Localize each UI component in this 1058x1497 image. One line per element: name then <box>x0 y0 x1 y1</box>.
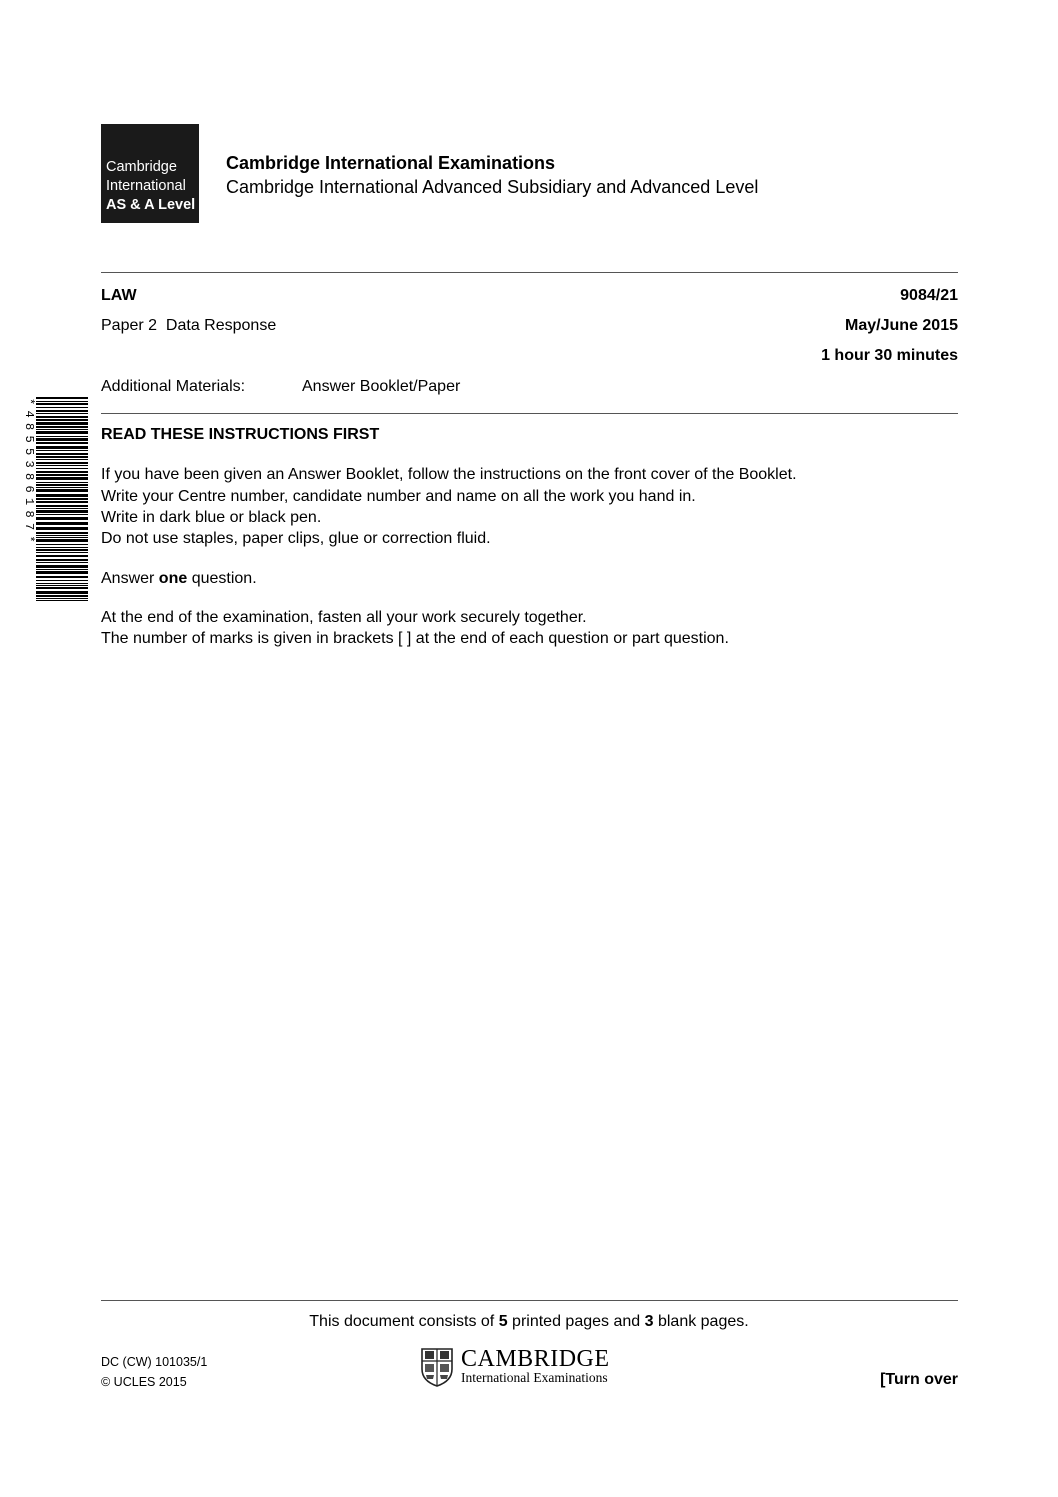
barcode-bar <box>36 498 88 500</box>
copyright: © UCLES 2015 <box>101 1375 187 1389</box>
note-middle: printed pages and <box>507 1313 645 1330</box>
barcode-bar <box>36 569 88 570</box>
barcode-bar <box>36 462 88 464</box>
document-code: DC (CW) 101035/1 <box>101 1355 208 1369</box>
barcode-bar <box>36 397 88 399</box>
barcode-bar <box>36 453 88 455</box>
barcode-bar <box>36 598 88 599</box>
barcode-bar <box>36 471 88 473</box>
barcode-bar <box>36 522 88 525</box>
barcode-bar <box>36 555 88 557</box>
blank-pages-count: 3 <box>644 1313 654 1330</box>
instruction-line: Do not use staples, paper clips, glue or correction fluid. <box>101 530 491 547</box>
top-divider <box>101 272 958 273</box>
note-prefix: This document consists of <box>309 1313 499 1330</box>
barcode-bar <box>36 474 88 476</box>
barcode-bar <box>36 547 88 548</box>
answer-count: one <box>158 570 188 587</box>
printed-pages-count: 5 <box>498 1313 508 1330</box>
barcode-bar <box>36 517 88 520</box>
barcode-number: *4855386187* <box>22 398 36 549</box>
page-count-note <box>0 1313 1058 1331</box>
instruction-line: At the end of the examination, fasten all your work securely together. <box>101 609 587 626</box>
barcode-bar <box>36 585 88 586</box>
barcode-bar <box>36 505 88 507</box>
barcode-bar <box>36 600 88 601</box>
logo-line-3: AS & A Level <box>106 197 196 213</box>
cambridge-wordmark-sub: International Examinations <box>461 1370 608 1385</box>
footer-divider <box>101 1300 958 1301</box>
barcode-bar <box>36 426 88 428</box>
barcode-bar <box>36 571 88 574</box>
barcode-bar <box>36 484 88 486</box>
paper-code: 9084/21 <box>900 287 958 304</box>
barcode-bar <box>36 468 88 469</box>
instruction-line: Write your Centre number, candidate number and name on all the work you hand in. <box>101 488 696 505</box>
materials-value: Answer Booklet/Paper <box>302 378 461 395</box>
barcode-bar <box>36 450 88 451</box>
barcode-bar <box>36 494 88 497</box>
barcode-bar <box>36 477 88 480</box>
barcode-bar <box>36 403 88 405</box>
barcode-bar <box>36 549 88 551</box>
barcode-bar <box>36 416 88 418</box>
barcode-bar <box>36 595 88 597</box>
exam-duration: 1 hour 30 minutes <box>821 347 958 364</box>
barcode-bar <box>36 465 88 466</box>
barcode-bar <box>36 576 88 578</box>
barcode-bar <box>36 442 88 444</box>
barcode-bar <box>36 508 88 509</box>
answer-suffix: question. <box>187 570 257 587</box>
logo-line-2: International <box>106 178 186 194</box>
barcode-bar <box>36 429 88 430</box>
barcode-bar <box>36 413 88 414</box>
barcode-bar <box>36 436 88 437</box>
barcode-bar <box>36 537 88 538</box>
cambridge-crest-icon <box>420 1347 454 1387</box>
barcode-bar <box>36 438 88 441</box>
cambridge-wordmark: CAMBRIDGE <box>461 1346 610 1372</box>
answer-prefix: Answer <box>101 570 159 587</box>
header-title: Cambridge International Examinations <box>226 153 556 173</box>
barcode-bar <box>36 527 88 530</box>
barcode-bar <box>36 532 88 534</box>
barcode-bar <box>36 431 88 434</box>
materials-label: Additional Materials: <box>101 378 246 395</box>
answer-instruction <box>101 570 257 588</box>
turn-over: [Turn over <box>880 1371 958 1388</box>
barcode-bar <box>36 482 88 483</box>
subject: LAW <box>101 287 137 304</box>
barcode-bar <box>36 559 88 561</box>
instructions-heading: READ THESE INSTRUCTIONS FIRST <box>101 426 380 443</box>
barcode <box>36 397 88 602</box>
barcode-bar <box>36 410 88 412</box>
paper-name: Paper 2 Data Response <box>101 317 277 334</box>
barcode-bar <box>36 552 88 553</box>
barcode-bar <box>36 407 88 408</box>
barcode-bar <box>36 456 88 458</box>
note-suffix: blank pages. <box>653 1313 749 1330</box>
header-subtitle: Cambridge International Advanced Subsidiary and Advanced Level <box>226 177 759 197</box>
barcode-bar <box>36 459 88 460</box>
barcode-bar <box>36 489 88 492</box>
barcode-bar <box>36 535 88 536</box>
logo-line-1: Cambridge <box>106 159 177 175</box>
barcode-bar <box>36 539 88 542</box>
instruction-line: Write in dark blue or black pen. <box>101 509 322 526</box>
barcode-bar <box>36 562 88 563</box>
barcode-bar <box>36 544 88 545</box>
cambridge-as-a-level-logo <box>101 124 199 223</box>
barcode-bar <box>36 565 88 568</box>
barcode-bar <box>36 510 88 513</box>
barcode-bar <box>36 446 88 449</box>
barcode-bar <box>36 419 88 421</box>
barcode-bar <box>36 583 88 584</box>
barcode-bar <box>36 514 88 515</box>
barcode-bar <box>36 587 88 589</box>
barcode-bar <box>36 487 88 488</box>
barcode-bar <box>36 422 88 425</box>
barcode-bar <box>36 401 88 402</box>
instruction-line: The number of marks is given in brackets [ ] at the end of each question or part question. <box>101 630 729 647</box>
middle-divider <box>101 413 958 414</box>
instruction-line: If you have been given an Answer Booklet, follow the instructions on the front cover of the Booklet. <box>101 466 797 483</box>
barcode-bar <box>36 580 88 581</box>
barcode-bar <box>36 591 88 594</box>
barcode-bar <box>36 501 88 503</box>
exam-session: May/June 2015 <box>845 317 958 334</box>
